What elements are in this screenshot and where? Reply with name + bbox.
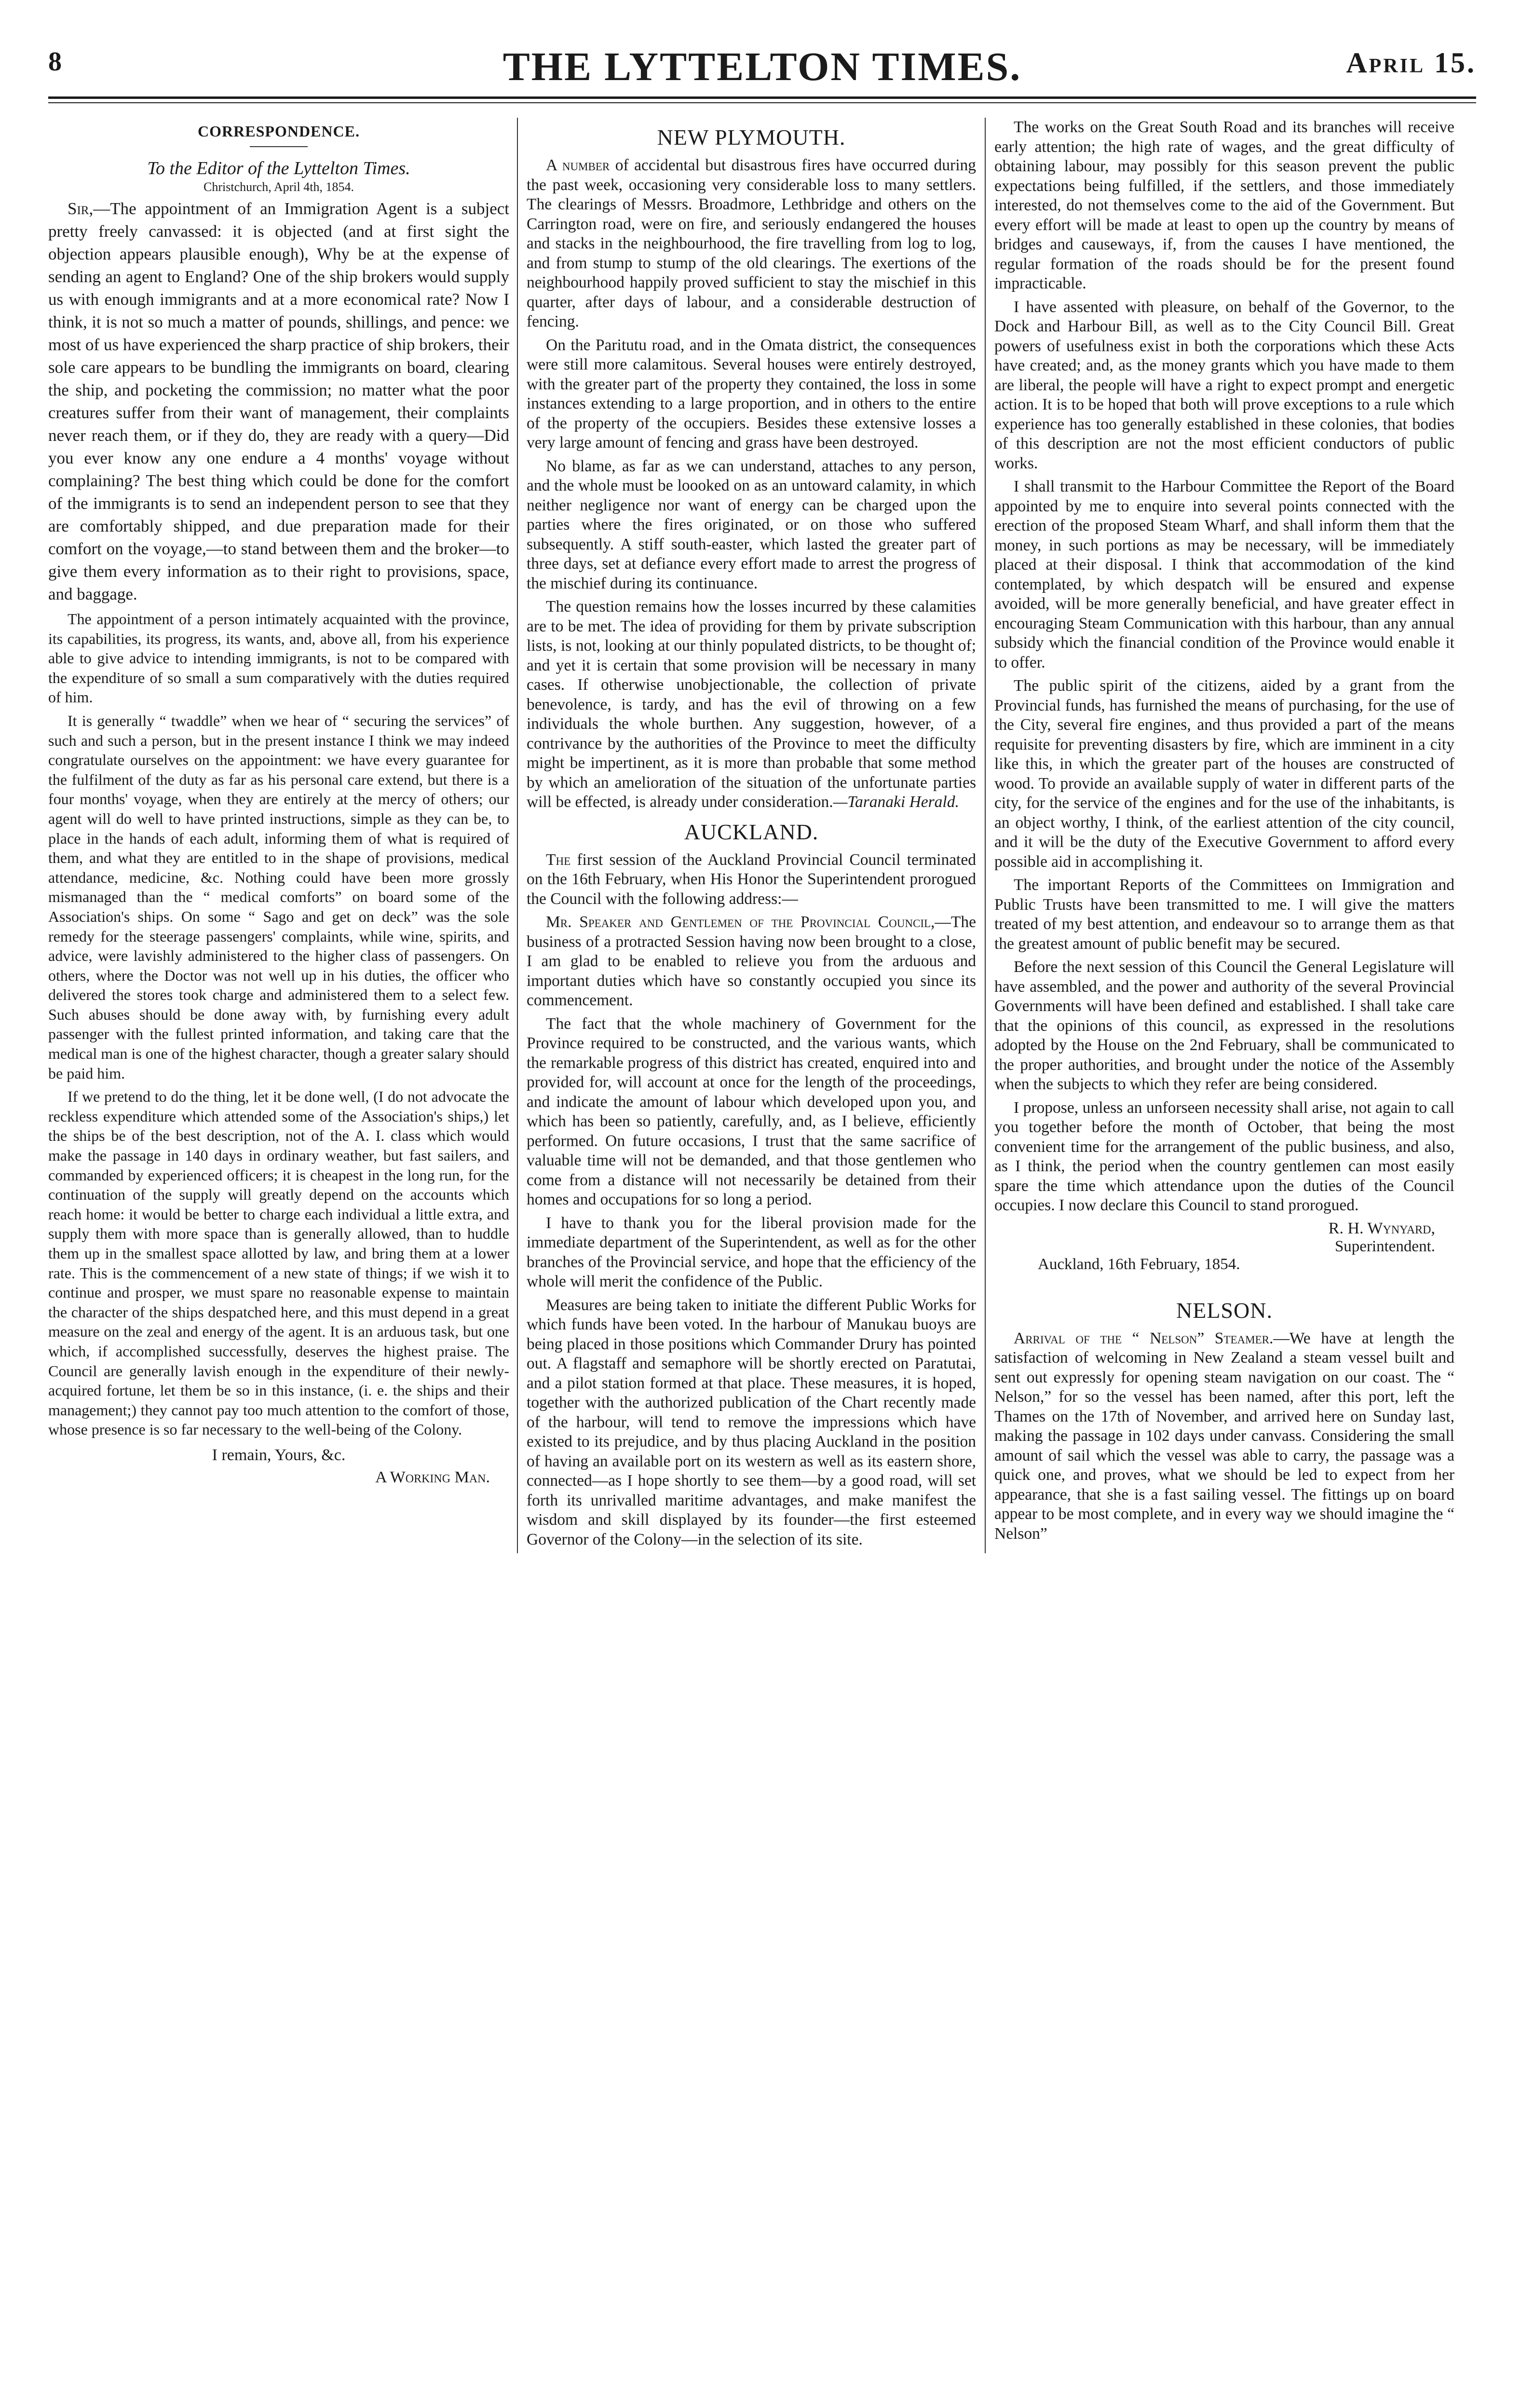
signature: A Working Man. (375, 1468, 490, 1486)
masthead-rule (48, 96, 1476, 99)
issue-date: April 15. (1346, 47, 1476, 79)
paragraph-text: —The appointment of an Immigration Agent is a subject pretty freely canvassed: it is objected (and at first sight the objection appears plausible enough), Why be at the expense of sending an agent to England? One of the ship brokers would supply us with enough immigrants and at a more economical rate? Now I think, it is not so much a matter of pounds, shillings, and pence: we most of us have experienced the sharp practice of ship brokers, their sole care appears to be bundling the immigrants on board, clearing the ship, and pocketing the commission; no matter what the poor creatures suffer from their want of management, their complaints never reach them, or if they do, they are ready with a query—Did you ever know any one endure a 4 months' voyage without complaining? The best thing which could be done for the comfort of the immigrants is to send an independent person to see that they are comfortably shipped, and due preparation made for their comfort on the voyage,—to stand between them and the broker—to give them every information as to their right to provisions, space, and baggage. (48, 199, 509, 603)
paragraph: No blame, as far as we can understand, attaches to any person, and the whole must be loooked on as an untoward calamity, in which neither negligence nor want of energy can be charged upon the parties where the fires originated, or on those who suffered subsequently. A stiff south-easter, which lasted the greater part of three days, set at defiance every effort made to arrest the progress of the mischief during its continuance. (527, 457, 976, 592)
lead-in: Sir, (68, 199, 94, 218)
page-number: 8 (48, 47, 62, 77)
signature-name: R. H. Wynyard, (1328, 1219, 1435, 1237)
paragraph: The appointment of a person intimately acquainted with the province, its capabilities, its progress, its wants, and, above all, from his experience able to give advice to intending immigrants, is not to be compared with the expenditure of so small a sum comparatively with the duties required of him. (48, 610, 509, 706)
paragraph: Before the next session of this Council the General Legislature will have assembled, and the power and authority of the several Provincial Governments will have been defined and established. I shall take care that the opinions of this council, as expressed in the resolutions adopted by the House on the 2nd February, shall be communicated to the proper authorities, and brought under the notice of the Assembly when the subjects to which they refer are being considered. (994, 958, 1454, 1093)
paragraph: If we pretend to do the thing, let it be done well, (I do not advocate the reckless expenditure which attended some of the Association's ships,) let the ships be of the best description, not of the A. I. class which would make the passage in 140 days in ordinary weather, but fast sailers, and commanded by experienced officers; it is cheapest in the long run, for the continuation of the supply will greatly depend on the accounts which reach home: it would be better to charge each individual a little extra, and supply them with more space than is generally allowed, than to huddle them up in the smallest space allotted by law, and bring them at a lower rate. This is the commencement of a new state of things; if we wish it to continue and prosper, we must spare no reasonable expense to maintain the character of the ships despatched here, and this must depend in a great measure on the zeal and energy of the agent. It is an arduous task, but one which, if accomplished successfully, deserves the highest praise. The Council are generally lavish enough in the expenditure of their newly-acquired fortune, let them be so in this instance, (i. e. the ships and their management;) they cannot pay too much attention to the comfort of those, whose presence is so far necessary to the well-being of the Colony. (48, 1088, 509, 1438)
signature-place: Auckland, 16th February, 1854. (1038, 1255, 1240, 1273)
new-plymouth-heading: NEW PLYMOUTH. (657, 125, 846, 150)
dateline: Christchurch, April 4th, 1854. (204, 180, 354, 194)
paragraph: The public spirit of the citizens, aided by a grant from the Provincial funds, has furnished the means of purchasing, for the use of the City, several fire engines, and thus provided a part of the means requisite for preventing disasters by fire, which are imminent in a city like this, in which the greater part of the houses are constructed of wood. To provide an available supply of water in different parts of the city, for the service of the engines and for the use of the inhabitants, is an object worthy, I think, of the earliest attention of the city council, and it will be the duty of the Executive Government to afford every possible aid in accomplishing it. (994, 677, 1454, 871)
auckland-heading: AUCKLAND. (684, 819, 819, 844)
paragraph: Measures are being taken to initiate the different Public Works for which funds have been voted. In the harbour of Manukau buoys are being placed in those positions which Commander Drury has pointed out. A flagstaff and semaphore will be shortly erected on Paratutai, and a pilot station formed at that place. These measures, it is hoped, together with the authorized publication of the Chart recently made of the harbour, will tend to remove the impressions which have existed to its prejudice, and by thus placing Auckland in the position of having an available port on its western as well as its eastern shore, connected—as I hope shortly to see them—by a good road, will set forth its unrivalled maritime advantages, and make manifest the wisdom and skill displayed by its founder—the first esteemed Governor of the Colony—in the selection of its site. (527, 1296, 976, 1548)
paragraph-text: —The business of a protracted Session having now been brought to a close, I am glad to be enabled to relieve you from the arduous and important duties which have so constantly occupied you since its commencement. (527, 913, 976, 1009)
columns (48, 118, 1476, 1553)
paragraph (527, 850, 976, 909)
paragraph: It is generally “ twaddle” when we hear of “ securing the services” of such and such a person, but in the present instance I think we may indeed congratulate ourselves on the appointment: we have every guarantee for the fulfilment of the duty as far as his personal care extend, but there is a four months' voyage, when they are entirely at the mercy of others; our agent will do well to have printed instructions, simple as they can be, to place in the hands of each adult, informing them of what is required of them, and what they are entitled to in the shape of provisions, medical attendance, medicine, &c. Nothing could have been more grossly mismanaged than the “ medical comforts” on board some of the Association's ships. On some “ Sago and get on deck” was the sole remedy for the steerage passengers' complaints, while wine, spirits, and advice, were lavishly administered to the higher class of passengers. On others, where the Doctor was not well up in his duties, the officer who delivered the stores took charge and administered them to a select few. Such abuses should be done away with, by furnishing every adult passenger with the fullest printed information, and taking care that the medical man is one of the highest character, though a greater salary should be paid him. (48, 711, 509, 1082)
paragraph-text: of accidental but disastrous fires have occurred during the past week, occasioning very considerable loss to many settlers. The clearings of Messrs. Broadmore, Lethbridge and others on the Carrington road, were on fire, and seriously endangered the houses and stacks in the neighbourhood, the fire travelling from log to log, and from stump to stump of the old clearings. The exertions of the neighbourhood happily proved sufficient to stay the mischief in this quarter, after days of labour, and a considerable destruction of fencing. (527, 156, 976, 330)
paragraph-text: first session of the Auckland Provincial Council terminated on the 16th February, when His Honor the Superintendent prorogued the Council with the following address:— (527, 850, 976, 908)
paragraph: The important Reports of the Committees on Immigration and Public Trusts have been transmitted to me. I will give the matters treated of my best attention, and endeavour so to arrange them as that the greatest amount of public benefit may be secured. (994, 876, 1454, 953)
paragraph-text: —We have at length the satisfaction of welcoming in New Zealand a steam vessel built and sent out expressly for opening steam navigation on our coast. The “ Nelson,” for so the vessel has been named, after this port, left the Thames on the 17th of November, and arrived here on Sunday last, making the passage in 102 days under canvass. Considering the small amount of sail which the vessel was able to carry, the passage was a quick one, and proves, what we should be led to expect from her appearance, that she is a fast sailing vessel. The fittings up on board appear to be most complete, and in every way we should imagine the “ Nelson” (994, 1329, 1454, 1543)
lead-in: The (546, 850, 571, 869)
paragraph (527, 597, 976, 812)
paragraph (994, 1329, 1454, 1544)
signature-title: Superintendent. (1334, 1237, 1435, 1255)
paragraph (527, 156, 976, 332)
masthead-rule-thin (48, 102, 1476, 103)
paragraph: I have assented with pleasure, on behalf of the Governor, to the Dock and Harbour Bill, as well as to the City Council Bill. Great powers of usefulness exist in both the corporations which these Acts have created; and, as the money grants which you have made to them are liberal, the people will have a right to expect prompt and energetic action. It is to be hoped that both will prove exceptions to a rule which experience has too generally established in these colonies, that bodies of this description are not the most efficient conductors of public works. (994, 298, 1454, 472)
column-1 (48, 118, 517, 1553)
masthead (48, 46, 1476, 87)
paragraph: On the Paritutu road, and in the Omata district, the consequences were still more calamitous. Several houses were entirely destroyed, with the greater part of the property they contained, the loss in some instances extending to a large proportion, and in others to the entire of the property of the occupiers. Besides these extensive losses a very large amount of fencing and grass have been destroyed. (527, 336, 976, 452)
paragraph (527, 913, 976, 1011)
newspaper-name: THE LYTTELTON TIMES. (502, 44, 1022, 89)
closing: I remain, Yours, &c. (212, 1446, 346, 1464)
paragraph (48, 197, 509, 605)
paragraph: I have to thank you for the liberal provision made for the immediate department of the Superintendent, as well as for the other branches of the Provincial service, and hope that the efficiency of the whole will merit the confidence of the Public. (527, 1214, 976, 1290)
paragraph: I shall transmit to the Harbour Committee the Report of the Board appointed by me to enquire into several points connected with the erection of the proposed Steam Wharf, and shall inform them that the money, in such portions as may be necessary, will be immediately placed at their disposal. I think that accommodation of the kind contemplated, by which despatch will be ensured and expense avoided, will be more generally beneficial, and have greater effect in encouraging Steam Communication with this harbour, than any annual subsidy which the financial condition of the Province would enable it to offer. (994, 478, 1454, 671)
addressee: To the Editor of the Lyttelton Times. (147, 158, 410, 178)
correspondence-heading: CORRESPONDENCE. (198, 123, 360, 140)
section-rule (250, 146, 308, 147)
column-2 (517, 118, 986, 1553)
lead-in: Mr. Speaker and Gentlemen of the Provincial Council, (546, 913, 935, 931)
nelson-heading: NELSON. (1176, 1298, 1273, 1323)
paragraph-text: The question remains how the losses incurred by these calamities are to be met. The idea of providing for them by private subscription lists, is not, looking at our thinly populated districts, to be thought of; and yet it is certain that some provision will be necessary in many cases. If otherwise unobjectionable, the collection of private benevolence, is tardy, and has the evil of throwing on a few individuals the whole burthen. Any suggestion, however, of a contrivance by the authorities of the Province to meet the difficulty might be impertinent, as it is more than probable that some method by which an amelioration of the situation of the unfortunate parties will be effected, is already under consideration. (527, 598, 976, 811)
paragraph: The works on the Great South Road and its branches will receive early attention; the high rate of wages, and the great difficulty of obtaining labour, may possibly for this season prevent the public expectations being fulfilled, if the settlers, and those immediately interested, do not themselves come to the aid of the Government. But every effort will be made at least to open up the country by means of bridges and causeways, if, from the causes I have mentioned, the regular formation of the roads should be for the present found impracticable. (994, 118, 1454, 292)
source-credit: —Taranaki Herald. (833, 793, 959, 811)
lead-in: A number (546, 156, 610, 174)
column-3 (986, 118, 1454, 1553)
paragraph: I propose, unless an unforseen necessity shall arise, not again to call you together before the month of October, that being the most convenient time for the arrangement of the public business, and also, as I think, the period when the country gentlemen can most easily spare the time which attendance upon the duties of the Council occupies. I now declare this Council to stand prorogued. (994, 1098, 1454, 1214)
paragraph: The fact that the whole machinery of Government for the Province required to be constructed, and the various wants, which the remarkable progress of this district has created, enquired into and provided for, will account at once for the length of the proceedings, and indicate the amount of labour which developed upon you, and which has been so patiently, carefully, and, as I believe, efficiently performed. On future occasions, I trust that the same sacrifice of valuable time will not be demanded, and that those gentlemen who come from a distance will not necessarily be detained from their homes and occupations for so long a period. (527, 1014, 976, 1208)
lead-in: Arrival of the “ Nelson” Steamer. (1014, 1329, 1274, 1347)
